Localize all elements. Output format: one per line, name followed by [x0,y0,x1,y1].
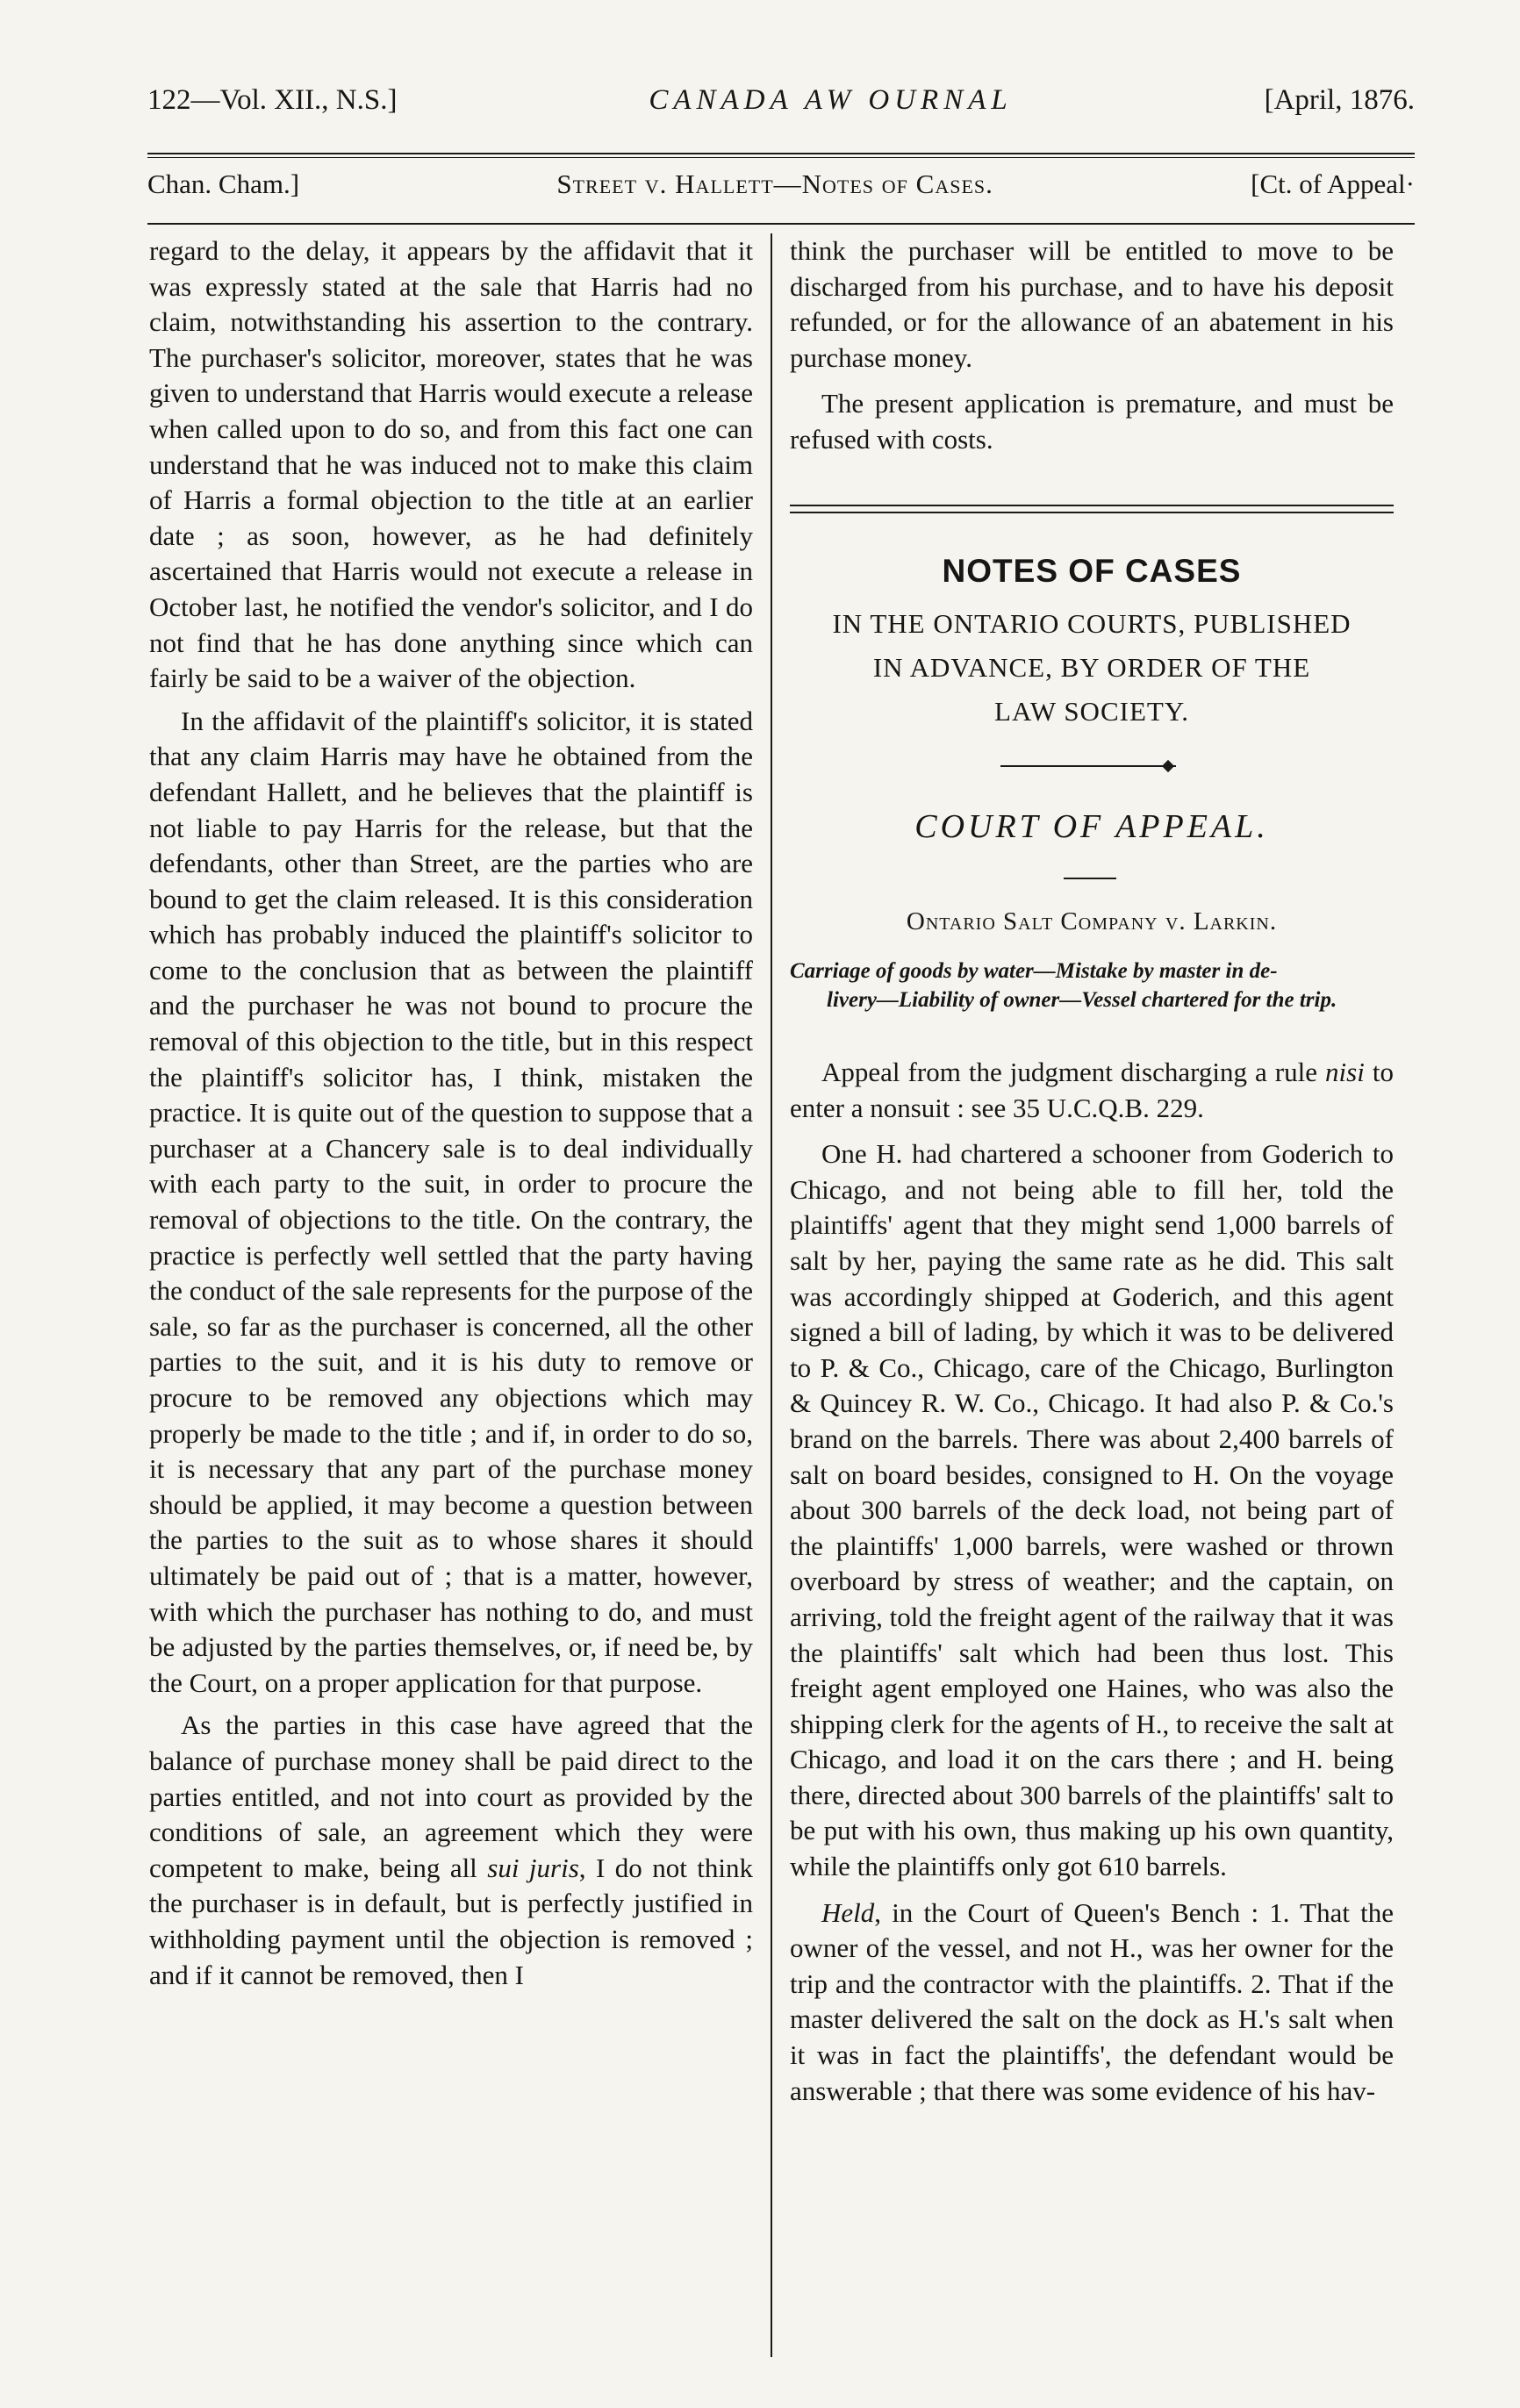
right-column-case [790,1055,1394,2119]
ornament-rule [1000,765,1176,767]
left-paragraph-3-a: As the parties in this case have agreed that the balance of purchase money shall be paid direct to the parties entitled, and not into court as provided by the conditions of sale, an agreement which they were competent to make, being all [149,1709,753,1883]
court-rule [1064,878,1116,879]
appeal-b: to enter a nonsuit : see 35 U.C.Q.B. 229. [790,1057,1394,1123]
journal-name: CANADA AW OURNAL [649,84,1013,116]
case-name: Ontario Salt Company v. Larkin. [906,907,1278,935]
column-divider [771,233,772,2357]
section-title: Street v. Hallett—Notes of Cases. [556,168,993,199]
ornament-dot [1162,760,1174,772]
right-column-top [790,233,1394,469]
notes-subtitle-3: LAW SOCIETY. [994,696,1189,727]
section-double-rule-1 [790,505,1394,506]
left-paragraph-1: regard to the delay, it appears by the affidavit that it was expressly stated at the sale that Harris had no claim, notwithstanding his assertion to the contrary. The purchaser's solicitor, moreover, states that he was given to understand that Harris would execute a release when called upon to do so, and from this fact one can understand that he was induced not to make this claim of Harris a formal objection to the title at an earlier date ; as soon, however, as he had definitely ascertained that Harris would not execute a release in October last, he notified the vendor's solicitor, and I do not find that he has done anything since which can fairly be said to be a waiver of the objection. [149,235,753,694]
section-right: [Ct. of Appeal· [1251,168,1415,199]
left-paragraph-3 [149,1708,753,1993]
headnote-line-1: Carriage of goods by water—Mistake by master in de- [790,959,1278,983]
section-head [147,168,1415,212]
left-paragraph-2: In the affidavit of the plaintiff's solicitor, it is stated that any claim Harris may have he obtained from the defendant Hallett, and he believes that the plaintiff is not liable to pay Harris for the release, but that the defendants, other than Street, are the parties who are bound to get the claim released. It is this consideration which has probably induced the plaintiff's solicitor to come to the conclusion that as between the plaintiff and the purchaser he was not bound to procure the removal of this objection to the title, but in this respect the plaintiff's solicitor has, I think, mistaken the practice. It is quite out of the question to suppose that a purchaser at a Chancery sale is to deal individually with each party to the suit, in order to procure the removal of objections to the title. On the contrary, the practice is perfectly well settled that the party having the conduct of the sale represents for the purpose of the sale, so far as the purchaser is concerned, all the other parties to the suit, and it is his duty to remove or procure to be removed any objections which may properly be made to the title ; and if, in order to do so, it is necessary that any part of the purchase money should be applied, it may become a question between the parties to the suit as to whose shares it should ultimately be paid out of ; that is a matter, however, with which the purchaser has nothing to do, and must be adjusted by the parties themselves, or, if need be, by the Court, on a proper application for that purpose. [149,705,753,1698]
header-rule-top-2 [147,157,1415,158]
notes-of-cases-title: NOTES OF CASES [942,553,1242,589]
header-rule-top [147,153,1415,154]
held-text: , in the Court of Queen's Bench : 1. That the owner of the vessel, and not H., was her owner for the trip and the contractor with the plaintiffs. 2. That if the master delivered the salt on the dock as H.'s salt when it was in fact the plaintiffs', the defendant would be answerable ; that there was some evidence of his hav- [790,1896,1394,2106]
header-rule-bottom [147,223,1415,225]
left-paragraph-3-b: , I do not think the purchaser is in default, but is perfectly justified in withholding payment until the objection is removed ; and if it cannot be removed, then I [149,1852,754,1990]
headnote [790,957,1394,1014]
notes-subtitle-1: IN THE ONTARIO COURTS, PUBLISHED [832,608,1352,639]
held-italic: Held [821,1896,875,1928]
page-volume: 122—Vol. XII., N.S.] [147,84,398,116]
running-head [147,84,1415,137]
appeal-paragraph [790,1055,1394,1126]
appeal-italic: nisi [1325,1057,1365,1087]
held-paragraph [790,1896,1394,2110]
right-paragraph-2: The present application is premature, and must be refused with costs. [790,388,1394,455]
facts-paragraph: One H. had chartered a schooner from Goderich to Chicago, and not being able to fill her, told the plaintiffs' agent that they might send 1,000 barrels of salt by her, paying the same rate as he did. This salt was accordingly shipped at Goderich, and this agent signed a bill of lading, by which it was to be delivered to P. & Co., Chicago, care of the Chicago, Burlington & Quincey R. W. Co., Chicago. It had also P. & Co.'s brand on the barrels. There was about 2,400 barrels of salt on board besides, consigned to H. On the voyage about 300 barrels of the deck load, not being part of the plaintiffs' 1,000 barrels, were washed or thrown overboard by stress of weather; and the captain, on arriving, told the freight agent of the railway that it was the plaintiffs' salt which had been thus lost. This freight agent employed one Haines, who was also the shipping clerk for the agents of H., to receive the salt at Chicago, and load it on the cars there ; and H. being there, directed about 300 barrels of the plaintiffs' salt to be put with his own, thus making up his own quantity, while the plaintiffs only got 610 barrels. [790,1138,1394,1882]
appeal-a: Appeal from the judgment discharging a rule [821,1057,1326,1087]
issue-date: [April, 1876. [1264,84,1415,116]
court-of-appeal-title: COURT OF APPEAL. [914,808,1269,845]
section-left: Chan. Cham.] [147,168,300,199]
notes-subtitle-2: IN ADVANCE, BY ORDER OF THE [872,652,1311,683]
section-double-rule-2 [790,512,1394,513]
left-paragraph-3-italic: sui juris [487,1852,579,1883]
left-column [149,233,753,2000]
headnote-line-2: livery—Liability of owner—Vessel chartered for the trip. [827,988,1337,1012]
right-paragraph-1: think the purchaser will be entitled to move to be discharged from his purchase, and to have his deposit refunded, or for the allowance of an abatement in his purchase money. [790,235,1394,373]
